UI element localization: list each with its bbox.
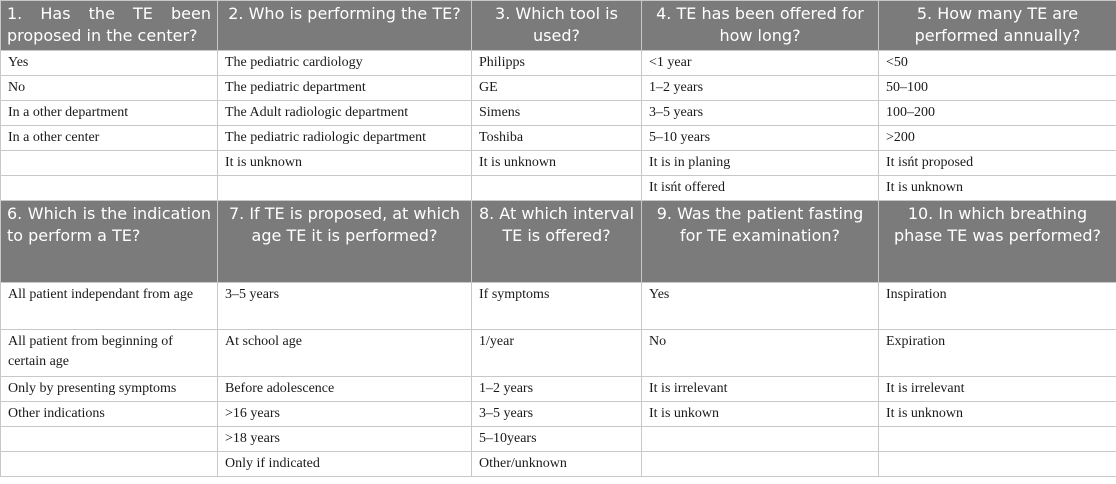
header-q9: 9. Was the patient fasting for TE examination? bbox=[642, 201, 879, 283]
table-cell: It isńt offered bbox=[642, 176, 879, 201]
table-cell: Yes bbox=[642, 283, 879, 330]
table-cell: All patient independant from age bbox=[1, 283, 218, 330]
table-cell bbox=[1, 427, 218, 452]
table-cell: GE bbox=[472, 76, 642, 101]
header-q10: 10. In which breathing phase TE was performed? bbox=[879, 201, 1116, 283]
header-q7: 7. If TE is proposed, at which age TE it is performed? bbox=[218, 201, 472, 283]
table-cell: 1–2 years bbox=[472, 377, 642, 402]
table-cell bbox=[1, 151, 218, 176]
table-cell bbox=[879, 452, 1116, 477]
table-cell: It is unknown bbox=[218, 151, 472, 176]
table-cell: >16 years bbox=[218, 402, 472, 427]
table-cell: It is unknown bbox=[879, 402, 1116, 427]
table-cell: Philipps bbox=[472, 51, 642, 76]
table-cell: >200 bbox=[879, 126, 1116, 151]
table-row bbox=[1, 377, 1116, 402]
table-cell: It is irrelevant bbox=[879, 377, 1116, 402]
table-cell bbox=[1, 176, 218, 201]
table-cell: Inspiration bbox=[879, 283, 1116, 330]
table-cell: Only by presenting symptoms bbox=[1, 377, 218, 402]
table-cell: 5–10 years bbox=[642, 126, 879, 151]
header-row-1 bbox=[1, 1, 1116, 51]
table-cell: It is unknown bbox=[879, 176, 1116, 201]
table-cell: 1–2 years bbox=[642, 76, 879, 101]
table-row bbox=[1, 402, 1116, 427]
table-cell: Other/unknown bbox=[472, 452, 642, 477]
table-cell: <50 bbox=[879, 51, 1116, 76]
header-q5: 5. How many TE are performed annually? bbox=[879, 1, 1116, 51]
table-cell: The pediatric department bbox=[218, 76, 472, 101]
header-q1: 1. Has the TE been proposed in the center? bbox=[1, 1, 218, 51]
header-q4: 4. TE has been offered for how long? bbox=[642, 1, 879, 51]
table-cell: No bbox=[642, 330, 879, 377]
table-cell: The pediatric cardiology bbox=[218, 51, 472, 76]
table-cell: In a other department bbox=[1, 101, 218, 126]
table-cell: 5–10years bbox=[472, 427, 642, 452]
table-cell bbox=[642, 452, 879, 477]
table-cell: <1 year bbox=[642, 51, 879, 76]
table-cell: The pediatric radiologic department bbox=[218, 126, 472, 151]
table-row bbox=[1, 427, 1116, 452]
header-q2: 2. Who is performing the TE? bbox=[218, 1, 472, 51]
table-cell: At school age bbox=[218, 330, 472, 377]
table-cell: 1/year bbox=[472, 330, 642, 377]
table-cell bbox=[1, 452, 218, 477]
table-cell: If symptoms bbox=[472, 283, 642, 330]
header-q8: 8. At which interval TE is offered? bbox=[472, 201, 642, 283]
table-row bbox=[1, 151, 1116, 176]
table-row bbox=[1, 283, 1116, 330]
table-cell: In a other center bbox=[1, 126, 218, 151]
table-cell: No bbox=[1, 76, 218, 101]
table-cell: 3–5 years bbox=[472, 402, 642, 427]
table-cell: Simens bbox=[472, 101, 642, 126]
table-cell: 50–100 bbox=[879, 76, 1116, 101]
table-cell: Before adolescence bbox=[218, 377, 472, 402]
table-cell: 3–5 years bbox=[642, 101, 879, 126]
table-cell: It is in planing bbox=[642, 151, 879, 176]
table-cell: All patient from beginning of certain age bbox=[1, 330, 218, 377]
table-cell bbox=[472, 176, 642, 201]
table-row bbox=[1, 51, 1116, 76]
table-cell: The Adult radiologic department bbox=[218, 101, 472, 126]
table-cell: It is unkown bbox=[642, 402, 879, 427]
table-cell: 3–5 years bbox=[218, 283, 472, 330]
table-cell: Other indications bbox=[1, 402, 218, 427]
table-cell: It is unknown bbox=[472, 151, 642, 176]
table-cell: It is irrelevant bbox=[642, 377, 879, 402]
table-row bbox=[1, 330, 1116, 377]
table-cell bbox=[879, 427, 1116, 452]
table-cell: It isńt proposed bbox=[879, 151, 1116, 176]
table-cell: Only if indicated bbox=[218, 452, 472, 477]
table-cell: Toshiba bbox=[472, 126, 642, 151]
table-row bbox=[1, 452, 1116, 477]
table-row bbox=[1, 101, 1116, 126]
table-cell: >18 years bbox=[218, 427, 472, 452]
header-q3: 3. Which tool is used? bbox=[472, 1, 642, 51]
table-cell: 100–200 bbox=[879, 101, 1116, 126]
table-row bbox=[1, 76, 1116, 101]
table-row bbox=[1, 126, 1116, 151]
table-cell bbox=[642, 427, 879, 452]
table-cell: Expiration bbox=[879, 330, 1116, 377]
table-cell: Yes bbox=[1, 51, 218, 76]
header-q6: 6. Which is the indication to perform a TE? bbox=[1, 201, 218, 283]
table-cell bbox=[218, 176, 472, 201]
table-row bbox=[1, 176, 1116, 201]
header-row-2 bbox=[1, 201, 1116, 283]
